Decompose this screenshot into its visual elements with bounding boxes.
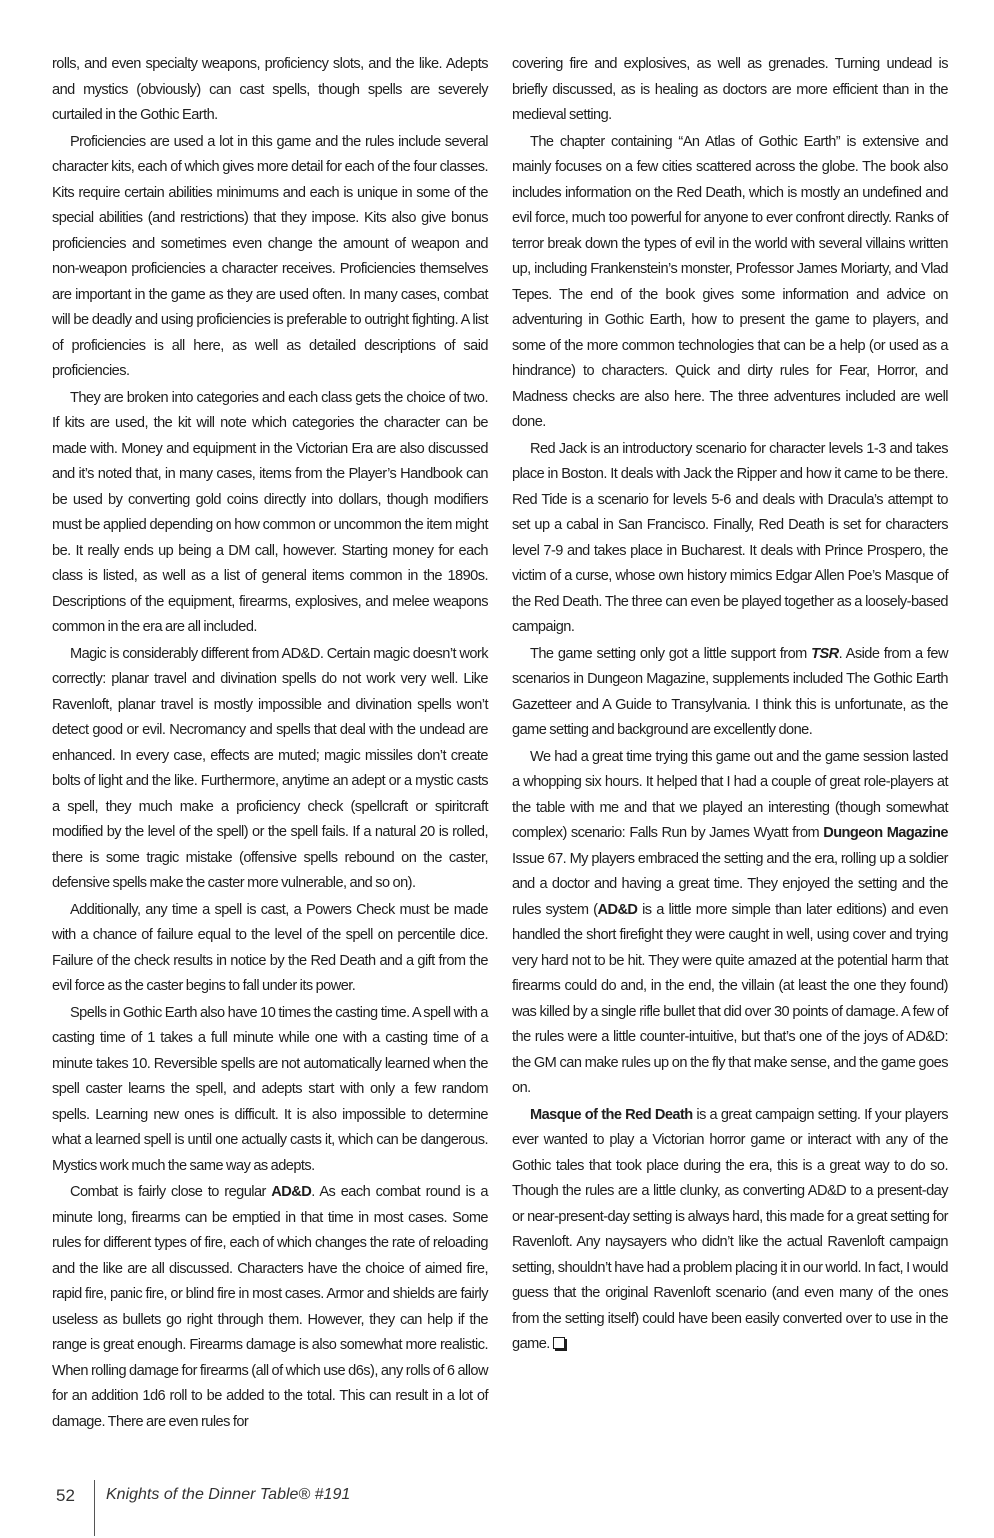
paragraph: They are broken into categories and each class gets the choice of two. If kits are used, the kit will note which categories the character can be made with. Money and equipment in the Victorian Era are also discussed and it’s noted that, in many cases, items from the Player’s Handbook can be used by converting gold coins directly into dollars, though modifiers must be applied depending on how common or uncommon the item might be. It really ends up being a DM call, however. Starting money for each class is listed, as well as a list of general items common in the 1890s. Descriptions of the equipment, firearms, explosives, and melee weapons common in the era are all included.: [52, 389, 488, 635]
bold-term: Masque of the Red Death: [530, 1106, 693, 1123]
footer-divider: [94, 1480, 95, 1536]
bold-term: AD&D: [271, 1184, 312, 1200]
paragraph: Proficiencies are used a lot in this game and the rules include several character kits, each of which gives more detail for each of the four classes. Kits require certain abilities minimums and each is unique in some of the special abilities (and restrictions) that they impose. Kits also give bonus proficiencies and sometimes even change the amount of weapon and non-weapon proficiencies a character receives. Proficiencies themselves are important in the game as they are used often. In many cases, combat will be deadly and using proficiencies is preferable to outright fighting. A list of proficiencies is all here, as well as detailed descriptions of said proficiencies.: [52, 133, 488, 379]
text-run: . As each combat round is a minute long, firearms can be emptied in that time in most cases. Some rules for different types of fire, each of which changes the rate of reloading and the like are all discussed. Characters have the choice of aimed fire, rapid fire, panic fire, or blind fire in most cases. Armor and shields are fairly useless as bullets go right through them. However, they can help if the range is great enough. Firearms damage is also somewhat more realistic. When rolling damage for firearms (all of which use d6s), any rolls of 6 allow for an addition 1d6 roll to be added to the total. This can result in a lot of damage. There are even rules for: [52, 1184, 488, 1430]
tsr-logo-text: TSR: [811, 645, 839, 662]
text-run: The game setting only got a little support from: [530, 645, 812, 662]
text-run: . Aside from a few scenarios in Dungeon Magazine, supplements included The Gothic Earth Gazetteer and A Guide to Transylvania. I think this is unfortunate, as the game setting and background are excellently done.: [512, 645, 948, 738]
text-run: is a little more simple than later editions) and even handled the short firefight they were caught in well, using cover and trying very hard not to be hit. They were quite amazed at the potential harm that firearms could do and, in the end, the villain (at least the one they found) was killed by a single rifle bullet that did over 30 points of damage. A few of the rules were a little counter-intuitive, but that’s one of the joys of AD&D: the GM can make rules up on the fly that make sense, and the game goes on.: [512, 901, 948, 1096]
text-run: is a great campaign setting. If your players ever wanted to play a Victorian horror game or interact with any of the Gothic tales that took place during the era, this is a great way to do so. Though the rules are a little clunky, as converting AD&D to a present-day or near-present-day setting is always hard, this made for a great setting for Ravenloft. Any naysayers who didn’t like the actual Ravenloft campaign setting, shouldn’t have had a problem placing it in our world. In fact, I would guess that the original Ravenloft scenario (and even many of the ones from the setting itself) could have been easily converted over to use in the game.: [512, 1106, 949, 1352]
end-mark-icon: [553, 1337, 565, 1349]
text-run: We had a great time trying this game out and the game session lasted a whopping six hours. It helped that I had a couple of great role-players at the table with me and that we played an interesting (though somewhat complex) scenario: Falls Run by James Wyatt from: [512, 748, 948, 841]
paragraph: Spells in Gothic Earth also have 10 times the casting time. A spell with a casting time of 1 takes a full minute while one with a casting time of a minute takes 10. Reversible spells are not automatically learned when the spell caster learns the spell, and adepts start with only a few random spells. Learning new ones is difficult. It is also impossible to determine what a learned spell is until one actually casts it, which can be dangerous. Mystics work much the same way as adepts.: [52, 1004, 488, 1174]
paragraph: covering fire and explosives, as well as grenades. Turning undead is briefly discussed, as is healing as doctors are more efficient than in the medieval setting.: [512, 56, 948, 123]
paragraph: Magic is considerably different from AD&D. Certain magic doesn’t work correctly: planar travel and divination spells do not work very well. Like Ravenloft, planar travel is mostly impossible and divination spells won’t detect good or evil. Necromancy and spells that deal with the undead are enhanced. In every case, effects are muted; magic missiles don’t create bolts of light and the like. Furthermore, anytime an adept or a mystic casts a spell, they much make a proficiency check (spellcraft or spiritcraft modified by the level of the spell) or the spell fails. If a natural 20 is rolled, there is some tragic mistake (offensive spells rebound on the caster, defensive spells make the caster more vulnerable, and so on).: [52, 645, 488, 891]
publication-title: Knights of the Dinner Table® #191: [106, 1486, 351, 1503]
page-number: 52: [56, 1486, 75, 1505]
paragraph: The chapter containing “An Atlas of Gothic Earth” is extensive and mainly focuses on a few cities scattered across the globe. The book also includes information on the Red Death, which is mostly an undefined and evil force, much too powerful for anyone to ever confront directly. Ranks of terror break down the types of evil in the world with several villains written up, including Frankenstein’s monster, Professor James Moriarty, and Vlad Tepes. The end of the book gives some information and advice on adventuring in Gothic Earth, how to present the game to players, and some of the more common technologies that can be a help (or used as a hindrance) to characters. Quick and dirty rules for Fear, Horror, and Madness checks are also here. The three adventures included are well done.: [512, 133, 948, 430]
bold-term: AD&D: [597, 901, 638, 918]
right-column: [512, 52, 948, 1359]
text-run: Combat is fairly close to regular: [70, 1184, 272, 1200]
bold-term: Dungeon Magazine: [823, 825, 948, 841]
paragraph: [512, 642, 948, 744]
paragraph: Red Jack is an introductory scenario for character levels 1-3 and takes place in Boston. It deals with Jack the Ripper and how it came to be there. Red Tide is a scenario for levels 5-6 and deals with Dracula’s attempt to set up a cabal in San Francisco. Finally, Red Death is set for characters level 7-9 and takes place in Bucharest. It deals with Prince Prospero, the victim of a curse, whose own history mimics Edgar Allen Poe’s Masque of the Red Death. The three can even be played together as a loosely-based campaign.: [512, 440, 948, 635]
paragraph: [512, 745, 948, 1102]
paragraph: rolls, and even specialty weapons, proficiency slots, and the like. Adepts and mystics (obviously) can cast spells, though spells are severely curtailed in the Gothic Earth.: [52, 56, 488, 123]
text-run: Issue 67. My players embraced the setting and the era, rolling up a soldier and a doctor and having a great time. They enjoyed the setting and the rules system (: [512, 850, 948, 918]
paragraph: [512, 1103, 948, 1358]
left-column: [52, 52, 488, 1436]
paragraph: Additionally, any time a spell is cast, a Powers Check must be made with a chance of failure equal to the level of the spell on percentile dice. Failure of the check results in notice by the Red Death and a gift from the evil force as the caster begins to fall under its power.: [52, 901, 488, 994]
paragraph: [52, 1180, 488, 1435]
